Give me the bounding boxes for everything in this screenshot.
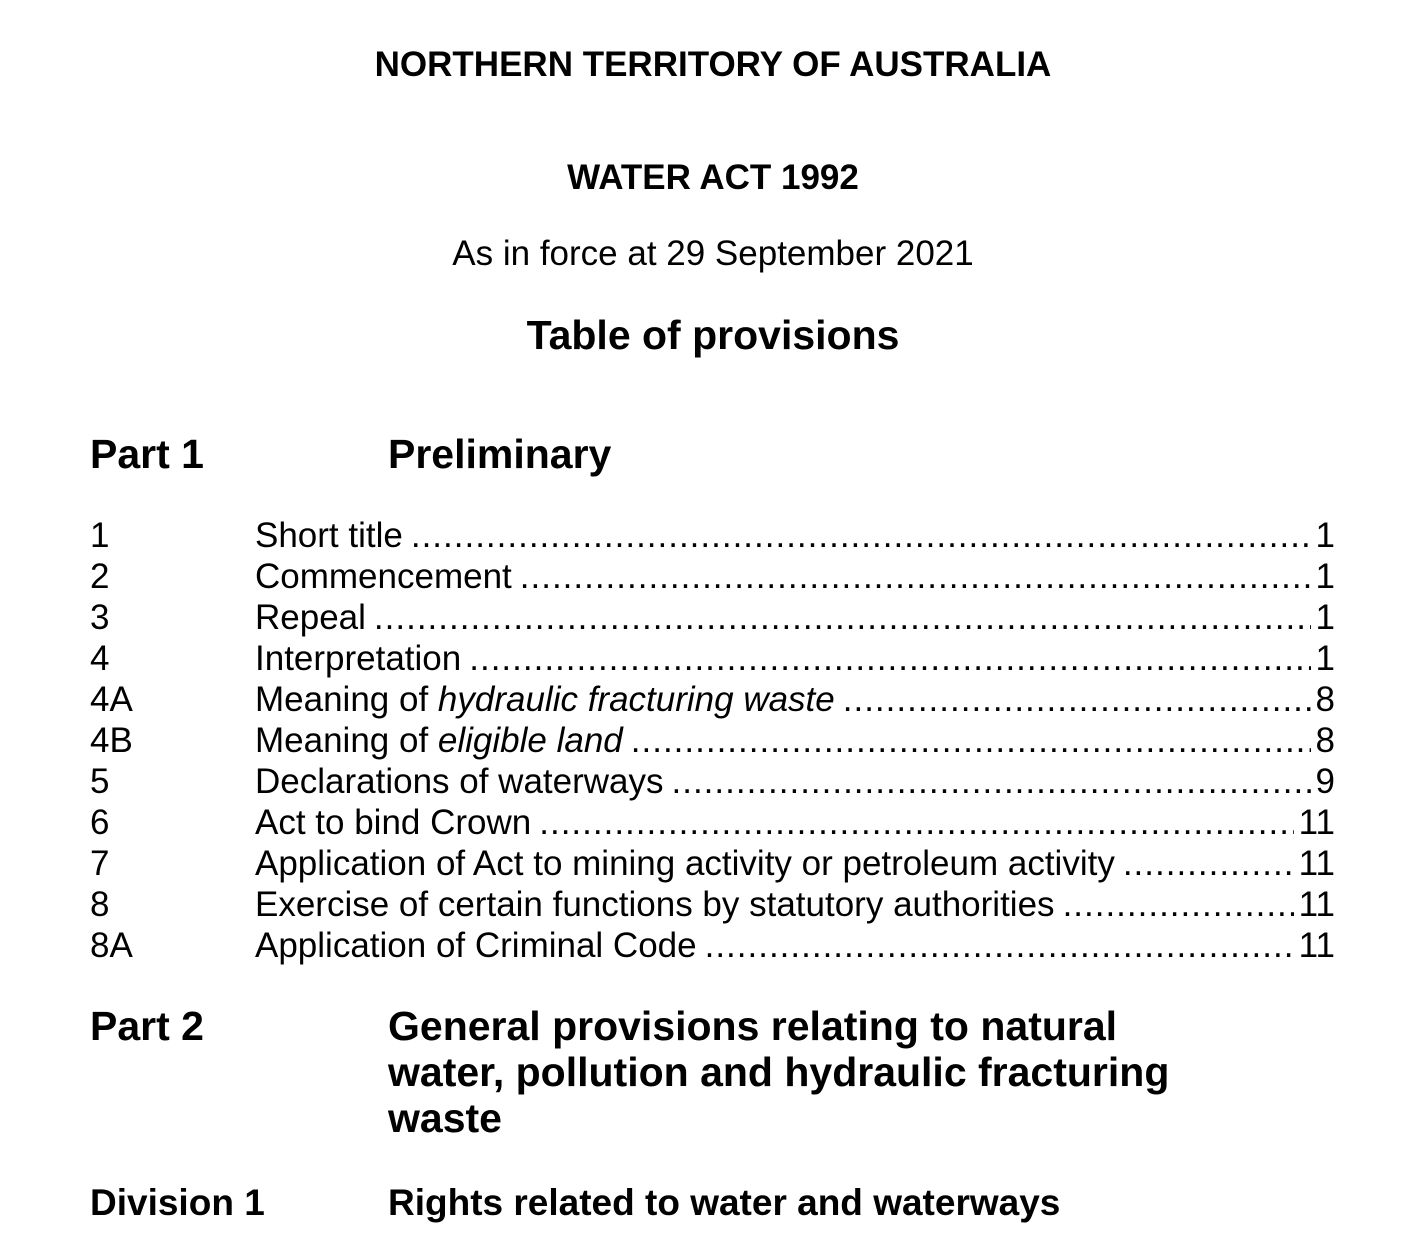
section-title-text: Commencement xyxy=(255,557,512,596)
dot-leader xyxy=(1123,843,1294,884)
dot-leader xyxy=(411,515,1311,556)
dot-leader xyxy=(520,556,1311,597)
page-number: 11 xyxy=(1298,803,1335,842)
section-entry xyxy=(255,843,1335,884)
section-number: 1 xyxy=(90,516,110,555)
page-number: 8 xyxy=(1315,680,1335,719)
section-number: 3 xyxy=(90,598,110,637)
section-entry xyxy=(255,679,1335,720)
toc-entry[interactable] xyxy=(90,638,1335,679)
part-label: Part 2 xyxy=(90,1003,204,1049)
page-number: 8 xyxy=(1315,721,1335,760)
page-number: 1 xyxy=(1315,557,1335,596)
section-title xyxy=(255,679,835,720)
section-title xyxy=(255,556,512,597)
section-entry xyxy=(255,802,1335,843)
section-number: 6 xyxy=(90,803,110,842)
toc-entry[interactable] xyxy=(90,720,1335,761)
section-title-text: Application of Act to mining activity or petroleum activity xyxy=(255,844,1115,883)
dot-leader xyxy=(539,802,1293,843)
section-title xyxy=(255,638,461,679)
part-title: Preliminary xyxy=(388,431,612,477)
toc-entry[interactable] xyxy=(90,515,1335,556)
page-number: 1 xyxy=(1315,598,1335,637)
section-title xyxy=(255,597,366,638)
section-title xyxy=(255,925,697,966)
table-of-provisions-title: Table of provisions xyxy=(526,312,900,358)
section-title xyxy=(255,884,1055,925)
page-number: 1 xyxy=(1315,516,1335,555)
section-entry xyxy=(255,761,1335,802)
dot-leader xyxy=(374,597,1311,638)
section-title-text: Interpretation xyxy=(255,639,462,678)
dot-leader xyxy=(631,720,1311,761)
toc-entry[interactable] xyxy=(90,843,1335,884)
dot-leader xyxy=(843,679,1311,720)
section-entry xyxy=(255,515,1335,556)
toc-list-part-1 xyxy=(90,515,1335,966)
section-number: 7 xyxy=(90,844,110,883)
toc-entry[interactable] xyxy=(90,679,1335,720)
section-title xyxy=(255,515,403,556)
section-title xyxy=(255,802,531,843)
section-title-text: Application of Criminal Code xyxy=(255,926,697,965)
section-title-defined-term: hydraulic fracturing waste xyxy=(437,680,835,719)
section-title-text: Repeal xyxy=(255,598,366,637)
section-title xyxy=(255,761,664,802)
section-number: 4 xyxy=(90,639,110,678)
section-title-text: Short title xyxy=(255,516,403,555)
section-number: 5 xyxy=(90,762,110,801)
section-number: 8 xyxy=(90,885,110,924)
section-title-text: Meaning of xyxy=(255,721,438,760)
section-title-text: Exercise of certain functions by statutory authorities xyxy=(255,885,1055,924)
section-title-text: Act to bind Crown xyxy=(255,803,532,842)
page-number: 11 xyxy=(1298,844,1335,883)
section-entry xyxy=(255,925,1335,966)
toc-entry[interactable] xyxy=(90,761,1335,802)
section-title xyxy=(255,843,1115,884)
section-entry xyxy=(255,556,1335,597)
section-number: 4A xyxy=(90,680,133,719)
act-title: WATER ACT 1992 xyxy=(567,158,859,197)
division-title: Rights related to water and waterways xyxy=(388,1182,1061,1223)
section-entry xyxy=(255,720,1335,761)
section-entry xyxy=(255,884,1335,925)
section-entry xyxy=(255,597,1335,638)
division-label: Division 1 xyxy=(90,1182,265,1223)
part-title: General provisions relating to natural water, pollution and hydraulic fracturing waste xyxy=(388,1003,1170,1141)
section-title-text: Declarations of waterways xyxy=(255,762,664,801)
toc-entry[interactable] xyxy=(90,884,1335,925)
section-title xyxy=(255,720,623,761)
section-entry xyxy=(255,638,1335,679)
dot-leader xyxy=(1063,884,1294,925)
page-number: 11 xyxy=(1298,885,1335,924)
page-number: 11 xyxy=(1298,926,1335,965)
section-number: 2 xyxy=(90,557,110,596)
toc-entry[interactable] xyxy=(90,925,1335,966)
toc-entry[interactable] xyxy=(90,802,1335,843)
dot-leader xyxy=(705,925,1294,966)
dot-leader xyxy=(672,761,1311,802)
section-title-defined-term: eligible land xyxy=(437,721,623,760)
section-title-text: Meaning of xyxy=(255,680,438,719)
dot-leader xyxy=(469,638,1310,679)
toc-entry[interactable] xyxy=(90,597,1335,638)
part-label: Part 1 xyxy=(90,431,204,477)
in-force-date: As in force at 29 September 2021 xyxy=(452,234,974,273)
page-number: 9 xyxy=(1315,762,1335,801)
toc-entry[interactable] xyxy=(90,556,1335,597)
section-number: 8A xyxy=(90,926,133,965)
page-number: 1 xyxy=(1315,639,1335,678)
section-number: 4B xyxy=(90,721,133,760)
jurisdiction-heading: NORTHERN TERRITORY OF AUSTRALIA xyxy=(374,45,1052,84)
